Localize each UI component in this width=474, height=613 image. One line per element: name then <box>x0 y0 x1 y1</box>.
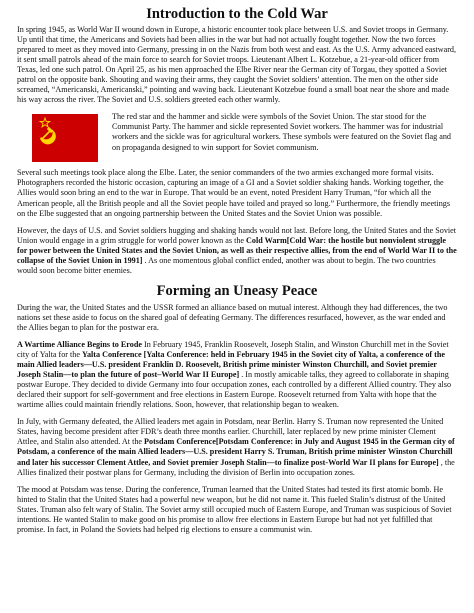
potsdam-paragraph <box>17 417 457 477</box>
yalta-paragraph <box>17 340 457 410</box>
flag-caption: The red star and the hammer and sickle were symbols of the Soviet Union. The star stood for the Communist Party. The hammer and sickle represented Soviet workers. The hammer was for industrial workers and the sickle was for agricultural workers. These symbols were featured on the Soviet flag and on propaganda designed to win support for Soviet communism. <box>112 112 451 152</box>
cold-war-text-after: . As one momentous global conflict ended, another was about to begin. The two countries would soon become bitter enemies. <box>17 255 436 275</box>
page-title: Introduction to the Cold War <box>146 6 328 22</box>
yalta-lead: A Wartime Alliance Begins to Erode <box>17 339 142 349</box>
section-heading: Forming an Uneasy Peace <box>156 282 318 299</box>
section-intro-paragraph: During the war, the United States and the USSR formed an alliance based on mutual interest. Although they had differences, the two nations set these aside to focus on the shared goal of defeating Germany. The differences resurfaced, however, as the war ended and the Allies began to plan for the postwar era. <box>17 302 448 332</box>
mood-paragraph: The mood at Potsdam was tense. During the conference, Truman learned that the United States had tested its first atomic bomb. He hinted to Stalin that the United States had a powerful new weapon, but he did not name it. This fueled Stalin’s distrust of the United States. Truman also felt wary of Stalin. The Soviet army still occupied much of Eastern Europe, and Truman was suspicious of Soviet intentions. He wanted Stalin to make good on his promise to allow free elections in Eastern Europe but had not yet fulfilled that promise. In fact, in Poland the Soviets had helped rig elections to ensure a communist win. <box>17 484 452 534</box>
elbe-paragraph: Several such meetings took place along the Elbe. Later, the senior commanders of the two armies exchanged more formal visits. Photographers recorded the historic occasion, capturing an image of a GI and a Soviet soldier shaking hands. Working together, the Allies would soon bring an end to the war in Europe. That would be an event, noted President Harry Truman, “for which all the American people, all the British people and all the Soviet people have toiled and prayed so long.” Furthermore, the friendly meetings on the Elbe suggested that an ongoing partnership between the United States and the Soviet Union was possible. <box>17 168 450 218</box>
soviet-flag-icon <box>32 114 98 162</box>
yalta-definition: Yalta Conference [Yalta Conference: held in February 1945 in the Soviet city of Yalta, a conference of the main Allied leaders—U.S. president Franklin D. Roosevelt, British prime minister Winston Churchill, and Soviet premier Joseph Stalin—to plan the future of post–World War II Europe] <box>17 350 445 380</box>
potsdam-text-2: , the Allies finalized their postwar plans for Germany, including the division of Berlin into occupation zones. <box>17 457 455 477</box>
yalta-text-1: In February 1945, Franklin Roosevelt, Joseph Stalin, and Winston Churchill met in the Soviet city of Yalta for the <box>17 339 449 360</box>
potsdam-text-1: In July, with Germany defeated, the Allied leaders met again in Potsdam, near Berlin. Harry S. Truman now represented the United States, having become president after FDR’s death three months earlier. Churchill, later replaced by new prime minister Clement Attlee, and Stalin also attended. At the <box>17 417 444 447</box>
flag-section <box>17 112 457 162</box>
potsdam-definition: Potsdam Conference[Potsdam Conference: in July and August 1945 in the German city of Potsdam, a conference of the main Allied leaders—U.S. president Harry S. Truman, British prime minister Winston Churchill and later his successor Clement Attlee, and Soviet premier Joseph Stalin—to finalize post-World War II plans for Europe] <box>17 437 455 467</box>
yalta-text-2: . In mostly amicable talks, they agreed to collaborate in shaping postwar Europe. They decided to divide Germany into four occupation zones, each controlled by a different Allied country. They also declared their support for self-government and free elections in Eastern Europe. Roosevelt returned from Yalta with hope that the wartime allies could maintain friendly relations. Soon, however, that relationship began to weaken. <box>17 370 452 410</box>
intro-paragraph: In spring 1945, as World War II wound down in Europe, a historic encounter took place between U.S. and Soviet troops in Germany. Up until that time, the Americans and Soviets had been allies in the war but had not actually fought together. Now the two forces prepared to meet as they moved into Germany, pressing in on the Nazis from both west and east. As the U.S. Army advanced eastward, it sent small patrols ahead of the main force to search for Soviet troops. Lieutenant Albert L. Kotzebue, a 21-year-old officer from Texas, led one such patrol. On April 25, as his men approached the Elbe River near the German city of Torgau, they spotted a Soviet patrol on the opposite bank. Shouting and waving their arms, they caught the Soviet soldiers’ attention. The men on the other side screamed, “Americanski, Americanski,” pointing and waving back. Lieutenant Kotzebue found a small boat near the shore and made his way across the river. The Soviet and U.S. soldiers greeted each other warmly. <box>17 25 457 105</box>
cold-war-paragraph <box>17 226 457 276</box>
cold-war-definition: Cold Warm[Cold War: the hostile but nonviolent struggle for power between the United States and the Soviet Union, as well as their respective allies, from the end of World War II to the collapse of the Soviet Union in 1991] <box>17 235 457 265</box>
cold-war-text-before: However, the days of U.S. and Soviet soldiers hugging and shaking hands would not last. Before long, the United States and the Soviet Union would engage in a grim struggle for world power known as the <box>17 225 457 245</box>
